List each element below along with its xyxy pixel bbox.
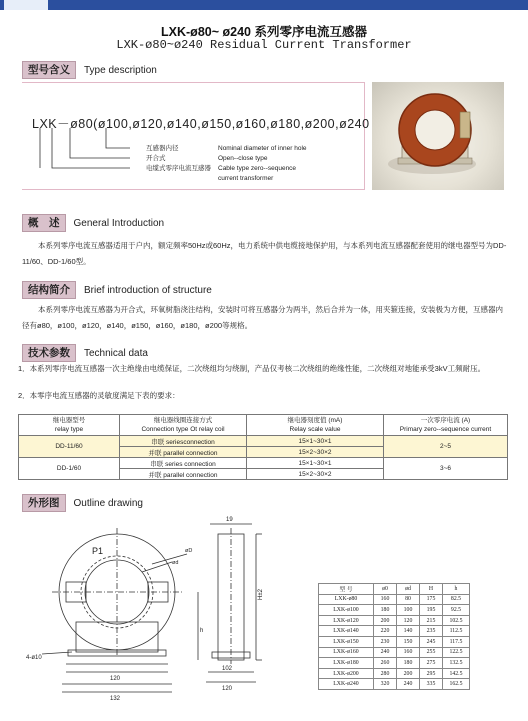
label-t19: 19: [226, 517, 233, 523]
dim-cell: 320: [374, 679, 397, 690]
dim-cell: 275: [420, 658, 443, 669]
relay-table-header: [19, 415, 508, 436]
dim-th: H: [420, 584, 443, 595]
dim-cell: LXK-ø120: [319, 615, 374, 626]
scale-cell: 15×1~30×1: [247, 458, 384, 469]
scale-cell: 15×2~30×2: [247, 469, 384, 480]
technical-section-label-en: Technical data: [84, 347, 148, 359]
structure-section-label: 结构简介: [22, 281, 76, 299]
dim-cell: 100: [397, 605, 420, 616]
structure-section-label-en: Brief introduction of structure: [84, 284, 212, 296]
product-photo: [372, 82, 504, 190]
dim-cell: 195: [420, 605, 443, 616]
outline-section-label-en: Outline drawing: [73, 497, 143, 509]
dim-th: h: [443, 584, 470, 595]
legend-item: 开合式: [146, 155, 166, 162]
table-row: [319, 679, 470, 690]
th-scale: 继电器刻度值 (mA) Relay scale value: [247, 415, 384, 436]
table-row: [319, 626, 470, 637]
technical-section-label: 技术参数: [22, 344, 76, 362]
table-row: [319, 636, 470, 647]
outline-section-label: 外形图: [22, 494, 66, 512]
dim-cell: 245: [420, 636, 443, 647]
outline-drawing: [22, 514, 322, 714]
dim-cell: 180: [374, 605, 397, 616]
technical-section-header: [22, 344, 148, 362]
dim-cell: 82.5: [443, 594, 470, 605]
relay-cell: DD-11/60: [19, 436, 120, 458]
dim-cell: LXK-ø140: [319, 626, 374, 637]
label-d0: ød: [172, 560, 179, 566]
table-row: [319, 605, 470, 616]
label-h: h: [200, 628, 204, 634]
label-w120b: 120: [222, 686, 233, 692]
dim-cell: 295: [420, 668, 443, 679]
conn-cell: 串联 seriesconnection: [120, 436, 247, 447]
scale-cell: 15×2~30×2: [247, 447, 384, 458]
dim-table-header: [319, 584, 470, 595]
table-row: [319, 647, 470, 658]
dim-cell: 132.5: [443, 658, 470, 669]
technical-item-1: 1．本系列零序电流互感器一次主绝缘由电缆保证，二次绕组均匀绕制，产品仅考核二次绕组的绝缘性能，二次绕组对地能承受3kV工频耐压。: [18, 364, 486, 373]
dim-cell: 112.5: [443, 626, 470, 637]
label-h-right: H±2: [258, 589, 264, 600]
dim-cell: 280: [374, 668, 397, 679]
dim-cell: 175: [420, 594, 443, 605]
table-row: [19, 458, 508, 469]
dim-th: ø0: [374, 584, 397, 595]
label-w132: 132: [110, 696, 121, 702]
relay-cell: DD-1/60: [19, 458, 120, 480]
current-cell: 2~5: [384, 436, 508, 458]
structure-text: 本系列零序电流互感器为开合式，环氧树脂浇注结构，安装时可将互感器分为两半，然后合并为一体，用夹箍连接，安装极为方便，互感器内径有ø80，ø100，ø120，ø140，ø150，ø160，ø180，ø200等规格。: [22, 305, 503, 330]
legend-item-en: Cable type zero--sequence: [218, 165, 297, 172]
dim-cell: 142.5: [443, 668, 470, 679]
dim-cell: LXK-ø240: [319, 679, 374, 690]
legend-item: 电缆式零序电流互感器: [146, 165, 211, 172]
th-primary-current: 一次零序电流 (A) Primary zero--sequence current: [384, 415, 508, 436]
dimension-table: [318, 583, 470, 690]
dim-cell: 160: [374, 594, 397, 605]
dim-cell: 200: [374, 615, 397, 626]
label-holes: 4-ø10: [26, 655, 42, 661]
legend-item-en: current transformer: [218, 175, 274, 182]
legend-item-en: Open--close type: [218, 155, 268, 162]
dim-cell: 160: [397, 647, 420, 658]
dim-cell: LXK-ø150: [319, 636, 374, 647]
label-d1: øD: [185, 548, 193, 554]
dim-th: 型 号: [319, 584, 374, 595]
conn-cell: 并联 parallel connection: [120, 469, 247, 480]
dim-cell: LXK-ø180: [319, 658, 374, 669]
outline-section-header: [22, 494, 143, 512]
dim-cell: 117.5: [443, 636, 470, 647]
scale-cell: 15×1~30×1: [247, 436, 384, 447]
label-w102: 102: [222, 666, 233, 672]
dim-cell: 80: [397, 594, 420, 605]
dim-cell: 230: [374, 636, 397, 647]
dim-cell: 220: [374, 626, 397, 637]
dim-cell: LXK-ø80: [319, 594, 374, 605]
dim-cell: LXK-ø100: [319, 605, 374, 616]
dim-cell: 240: [397, 679, 420, 690]
general-section-header: [22, 214, 164, 232]
dim-cell: 240: [374, 647, 397, 658]
model-code: LXK－ø80(ø100,ø120,ø140,ø150,ø160,ø180,ø200,ø240: [32, 117, 370, 131]
dim-cell: 260: [374, 658, 397, 669]
dim-cell: 335: [420, 679, 443, 690]
label-w120: 120: [110, 676, 121, 682]
dim-cell: 140: [397, 626, 420, 637]
dim-cell: 235: [420, 626, 443, 637]
dim-cell: 120: [397, 615, 420, 626]
transformer-image: [372, 82, 504, 190]
table-row: [19, 436, 508, 447]
table-row: [319, 668, 470, 679]
dim-cell: 200: [397, 668, 420, 679]
dim-cell: 92.5: [443, 605, 470, 616]
dim-cell: 255: [420, 647, 443, 658]
current-cell: 3~6: [384, 458, 508, 480]
type-section-label: 型号含义: [22, 61, 76, 79]
dim-cell: 150: [397, 636, 420, 647]
th-connection: 继电器线圈连接方式 Connection type Ot relay coil: [120, 415, 247, 436]
technical-item-2: 2．本零序电流互感器的灵敏度满足下表的要求：: [18, 391, 180, 400]
general-section-label-en: General Introduction: [73, 217, 165, 229]
table-row: [319, 594, 470, 605]
label-p1: P1: [92, 546, 104, 556]
structure-section-header: [22, 281, 212, 299]
page-subtitle: LXK-ø80~ø240 Residual Current Transformer: [116, 38, 412, 52]
table-row: [319, 615, 470, 626]
dim-cell: 102.5: [443, 615, 470, 626]
dim-cell: LXK-ø160: [319, 647, 374, 658]
dim-th: ød: [397, 584, 420, 595]
legend-item-en: Nominal diameter of inner hole: [218, 145, 307, 152]
general-section-label: 概 述: [22, 214, 66, 232]
conn-cell: 串联 series connection: [120, 458, 247, 469]
table-row: [319, 658, 470, 669]
dim-cell: 180: [397, 658, 420, 669]
dim-cell: 215: [420, 615, 443, 626]
dim-cell: LXK-ø200: [319, 668, 374, 679]
relay-table: [18, 414, 508, 480]
page-title: LXK-ø80~ ø240 系列零序电流互感器: [161, 25, 367, 39]
th-relay-type: 继电器型号 relay type: [19, 415, 120, 436]
legend-item: 互感器内径: [146, 145, 179, 152]
type-section-label-en: Type description: [84, 64, 157, 76]
general-text: 本系列零序电流互感器适用于户内，额定频率50Hz或60Hz，电力系统中供电缆接地保护用，与本系列电流互感器配套使用的继电器型号为DD-11/60、DD-1/60型。: [22, 241, 507, 266]
conn-cell: 并联 parallel connection: [120, 447, 247, 458]
dim-cell: 122.5: [443, 647, 470, 658]
dim-cell: 162.5: [443, 679, 470, 690]
